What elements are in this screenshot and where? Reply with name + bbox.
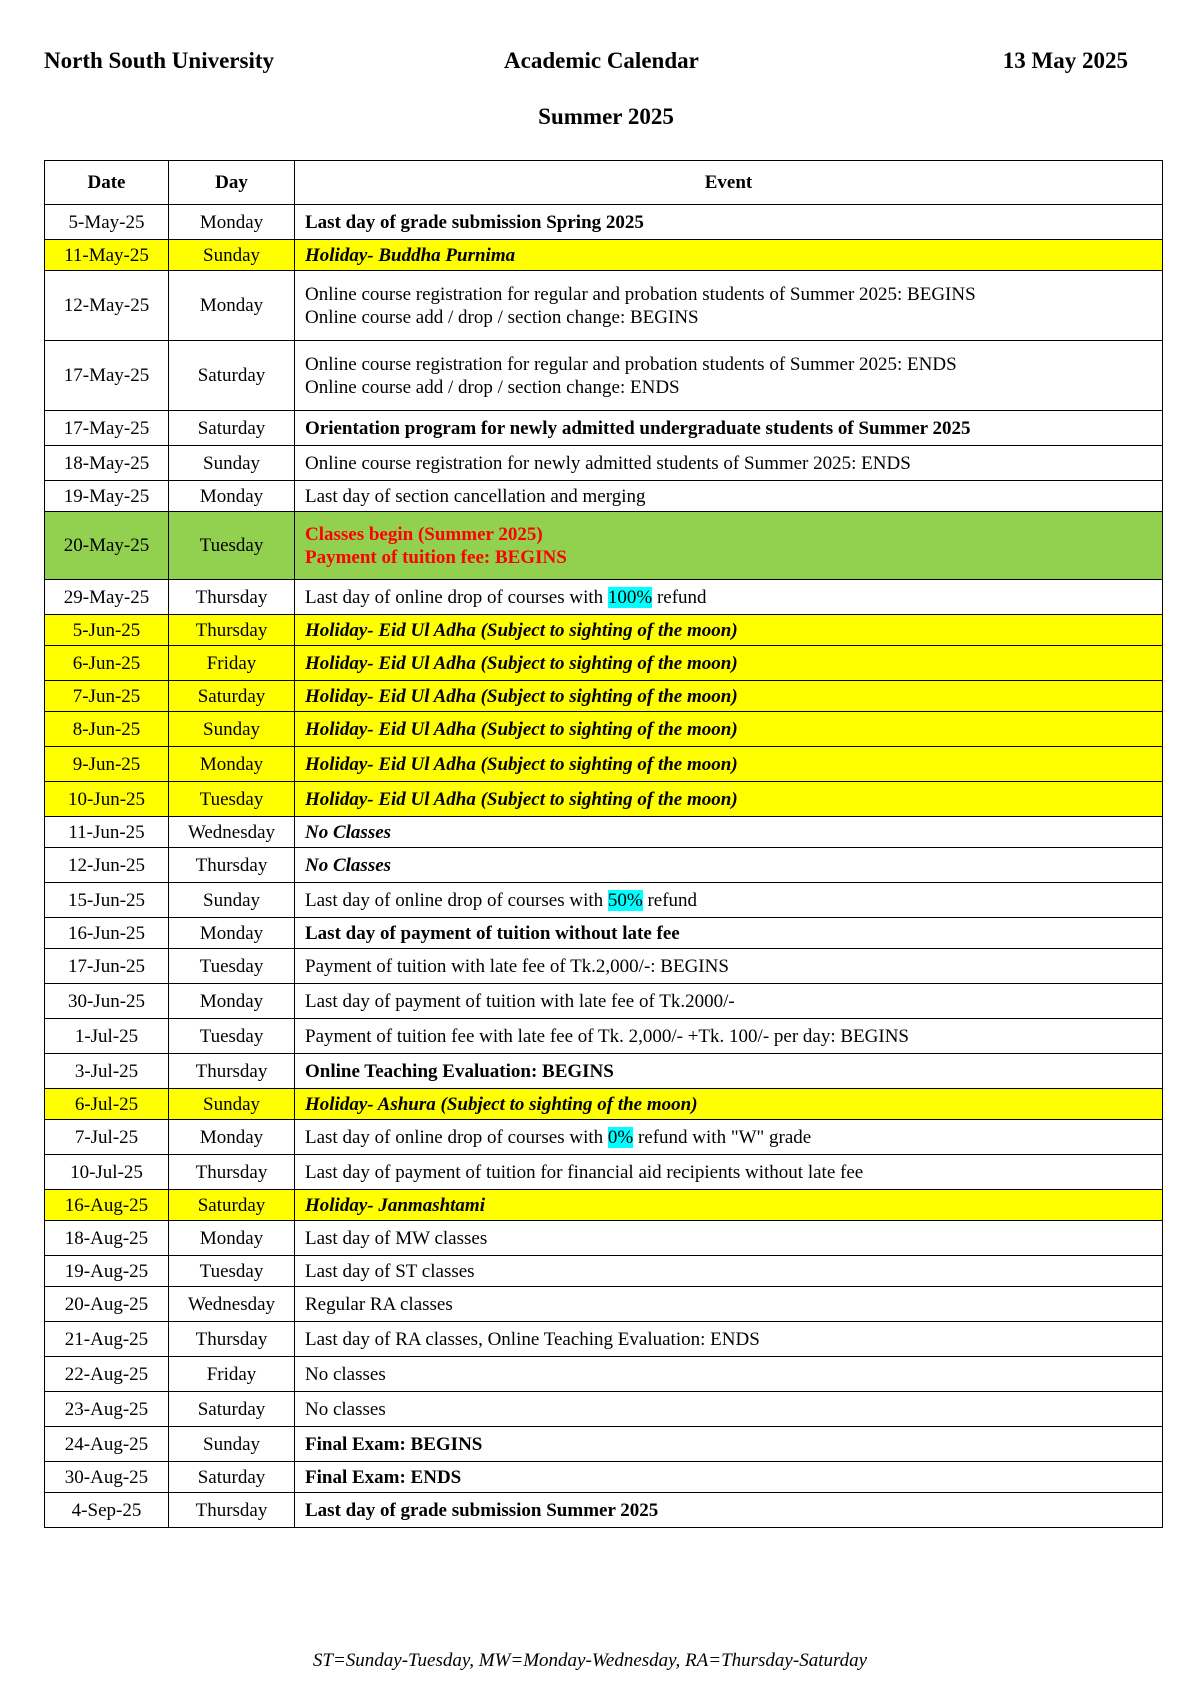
- table-row: [45, 712, 1163, 747]
- row-date: 17-Jun-25: [45, 949, 169, 984]
- refund-percent-highlight: 100%: [607, 586, 653, 608]
- event-line: Payment of tuition fee: BEGINS: [305, 546, 567, 568]
- row-date: 21-Aug-25: [45, 1322, 169, 1357]
- row-date: 6-Jun-25: [45, 646, 169, 681]
- table-row: [45, 949, 1163, 984]
- row-day: Saturday: [169, 1392, 295, 1427]
- row-event: Holiday- Eid Ul Adha (Subject to sighting of the moon): [295, 681, 1163, 712]
- row-date: 1-Jul-25: [45, 1019, 169, 1054]
- table-row: [45, 446, 1163, 481]
- row-event: No Classes: [295, 848, 1163, 883]
- document-date: 13 May 2025: [1002, 48, 1128, 73]
- table-row: [45, 817, 1163, 848]
- table-row: [45, 1256, 1163, 1287]
- table-row: [45, 1392, 1163, 1427]
- table-row: [45, 341, 1163, 411]
- row-day: Monday: [169, 918, 295, 949]
- table-row: [45, 580, 1163, 615]
- row-event: [295, 271, 1163, 341]
- row-day: Thursday: [169, 848, 295, 883]
- row-date: 9-Jun-25: [45, 747, 169, 782]
- row-date: 3-Jul-25: [45, 1054, 169, 1089]
- table-row: [45, 411, 1163, 446]
- row-date: 16-Aug-25: [45, 1190, 169, 1221]
- row-day: Tuesday: [169, 782, 295, 817]
- table-row: [45, 1089, 1163, 1120]
- row-event: Last day of RA classes, Online Teaching Evaluation: ENDS: [295, 1322, 1163, 1357]
- row-event: Last day of payment of tuition for financial aid recipients without late fee: [295, 1155, 1163, 1190]
- row-event: Last day of payment of tuition with late fee of Tk.2000/-: [295, 984, 1163, 1019]
- row-day: Thursday: [169, 580, 295, 615]
- row-day: Tuesday: [169, 1019, 295, 1054]
- row-date: 12-May-25: [45, 271, 169, 341]
- row-date: 7-Jul-25: [45, 1120, 169, 1155]
- row-day: Tuesday: [169, 512, 295, 580]
- row-day: Monday: [169, 747, 295, 782]
- column-header-event: Event: [295, 161, 1163, 205]
- table-row: [45, 1462, 1163, 1493]
- row-event: Last day of section cancellation and merging: [295, 481, 1163, 512]
- row-date: 19-Aug-25: [45, 1256, 169, 1287]
- row-day: Sunday: [169, 883, 295, 918]
- row-day: Saturday: [169, 341, 295, 411]
- event-line: Online course add / drop / section change: BEGINS: [305, 306, 699, 328]
- event-line: Online course registration for regular and probation students of Summer 2025: BEGINS: [305, 283, 976, 305]
- event-line: Online course registration for regular and probation students of Summer 2025: ENDS: [305, 353, 957, 375]
- row-event: Holiday- Buddha Purnima: [295, 240, 1163, 271]
- term-title: Summer 2025: [538, 104, 674, 129]
- row-date: 20-May-25: [45, 512, 169, 580]
- row-date: 17-May-25: [45, 341, 169, 411]
- row-day: Thursday: [169, 1493, 295, 1528]
- row-date: 24-Aug-25: [45, 1427, 169, 1462]
- table-row: [45, 481, 1163, 512]
- row-date: 11-May-25: [45, 240, 169, 271]
- row-date: 12-Jun-25: [45, 848, 169, 883]
- table-row: [45, 681, 1163, 712]
- row-event: Last day of payment of tuition without late fee: [295, 918, 1163, 949]
- row-day: Tuesday: [169, 949, 295, 984]
- row-event: [295, 1120, 1163, 1155]
- row-day: Thursday: [169, 1322, 295, 1357]
- row-day: Monday: [169, 481, 295, 512]
- row-date: 4-Sep-25: [45, 1493, 169, 1528]
- row-event: Regular RA classes: [295, 1287, 1163, 1322]
- row-event: Payment of tuition with late fee of Tk.2,000/-: BEGINS: [295, 949, 1163, 984]
- calendar-table: [44, 160, 1163, 1528]
- row-day: Thursday: [169, 1054, 295, 1089]
- row-event: Last day of grade submission Summer 2025: [295, 1493, 1163, 1528]
- table-row: [45, 1322, 1163, 1357]
- table-row: [45, 512, 1163, 580]
- column-header-date: Date: [45, 161, 169, 205]
- row-event: Holiday- Eid Ul Adha (Subject to sighting of the moon): [295, 747, 1163, 782]
- schedule-abbreviations-footnote: ST=Sunday-Tuesday, MW=Monday-Wednesday, RA=Thursday-Saturday: [312, 1650, 868, 1671]
- row-event: [295, 883, 1163, 918]
- row-event: Orientation program for newly admitted undergraduate students of Summer 2025: [295, 411, 1163, 446]
- row-event: Payment of tuition fee with late fee of Tk. 2,000/- +Tk. 100/- per day: BEGINS: [295, 1019, 1163, 1054]
- document-header: [44, 48, 1128, 84]
- table-row: [45, 646, 1163, 681]
- table-row: [45, 1427, 1163, 1462]
- table-row: [45, 1054, 1163, 1089]
- table-row: [45, 615, 1163, 646]
- row-day: Tuesday: [169, 1256, 295, 1287]
- table-row: [45, 782, 1163, 817]
- refund-percent-highlight: 50%: [607, 889, 643, 911]
- table-row: [45, 1287, 1163, 1322]
- row-day: Wednesday: [169, 1287, 295, 1322]
- row-date: 23-Aug-25: [45, 1392, 169, 1427]
- table-row: [45, 848, 1163, 883]
- row-day: Wednesday: [169, 817, 295, 848]
- row-event: Holiday- Ashura (Subject to sighting of the moon): [295, 1089, 1163, 1120]
- row-event: No Classes: [295, 817, 1163, 848]
- row-date: 19-May-25: [45, 481, 169, 512]
- row-date: 16-Jun-25: [45, 918, 169, 949]
- event-text: refund with "W" grade: [633, 1126, 812, 1148]
- row-date: 15-Jun-25: [45, 883, 169, 918]
- row-event: Last day of ST classes: [295, 1256, 1163, 1287]
- row-event: Online course registration for newly admitted students of Summer 2025: ENDS: [295, 446, 1163, 481]
- row-day: Saturday: [169, 681, 295, 712]
- row-day: Friday: [169, 646, 295, 681]
- row-day: Saturday: [169, 411, 295, 446]
- event-text: Last day of online drop of courses with: [305, 1126, 608, 1148]
- row-date: 20-Aug-25: [45, 1287, 169, 1322]
- row-date: 5-May-25: [45, 205, 169, 240]
- table-row: [45, 271, 1163, 341]
- row-day: Sunday: [169, 240, 295, 271]
- table-row: [45, 240, 1163, 271]
- row-date: 18-Aug-25: [45, 1221, 169, 1256]
- row-date: 5-Jun-25: [45, 615, 169, 646]
- event-text: Last day of online drop of courses with: [305, 889, 608, 911]
- row-date: 22-Aug-25: [45, 1357, 169, 1392]
- table-row: [45, 918, 1163, 949]
- row-event: Holiday- Eid Ul Adha (Subject to sighting of the moon): [295, 782, 1163, 817]
- row-day: Friday: [169, 1357, 295, 1392]
- row-day: Thursday: [169, 1155, 295, 1190]
- row-event: Online Teaching Evaluation: BEGINS: [295, 1054, 1163, 1089]
- event-text: Last day of online drop of courses with: [305, 586, 608, 608]
- row-event: Final Exam: ENDS: [295, 1462, 1163, 1493]
- row-event: [295, 512, 1163, 580]
- table-row: [45, 747, 1163, 782]
- row-event: Last day of MW classes: [295, 1221, 1163, 1256]
- table-row: [45, 1155, 1163, 1190]
- table-row: [45, 1120, 1163, 1155]
- row-date: 6-Jul-25: [45, 1089, 169, 1120]
- row-date: 17-May-25: [45, 411, 169, 446]
- row-event: [295, 341, 1163, 411]
- row-event: No classes: [295, 1357, 1163, 1392]
- row-date: 29-May-25: [45, 580, 169, 615]
- row-date: 30-Aug-25: [45, 1462, 169, 1493]
- row-date: 10-Jul-25: [45, 1155, 169, 1190]
- row-day: Thursday: [169, 615, 295, 646]
- row-date: 7-Jun-25: [45, 681, 169, 712]
- refund-percent-highlight: 0%: [607, 1126, 634, 1148]
- table-row: [45, 1493, 1163, 1528]
- row-event: Holiday- Eid Ul Adha (Subject to sighting of the moon): [295, 712, 1163, 747]
- row-date: 30-Jun-25: [45, 984, 169, 1019]
- table-row: [45, 883, 1163, 918]
- column-header-day: Day: [169, 161, 295, 205]
- table-header-row: [45, 161, 1163, 205]
- document-title: Academic Calendar: [504, 48, 699, 73]
- table-row: [45, 205, 1163, 240]
- row-day: Saturday: [169, 1190, 295, 1221]
- row-event: Last day of grade submission Spring 2025: [295, 205, 1163, 240]
- row-date: 8-Jun-25: [45, 712, 169, 747]
- row-event: Final Exam: BEGINS: [295, 1427, 1163, 1462]
- university-name: North South University: [44, 48, 275, 73]
- row-day: Sunday: [169, 1089, 295, 1120]
- row-date: 10-Jun-25: [45, 782, 169, 817]
- row-event: Holiday- Eid Ul Adha (Subject to sighting of the moon): [295, 646, 1163, 681]
- row-event: Holiday- Janmashtami: [295, 1190, 1163, 1221]
- row-event: Holiday- Eid Ul Adha (Subject to sighting of the moon): [295, 615, 1163, 646]
- row-day: Monday: [169, 984, 295, 1019]
- event-line: Online course add / drop / section change: ENDS: [305, 376, 680, 398]
- table-row: [45, 1190, 1163, 1221]
- event-line: Classes begin (Summer 2025): [305, 523, 543, 545]
- row-day: Monday: [169, 271, 295, 341]
- row-day: Monday: [169, 1221, 295, 1256]
- row-day: Sunday: [169, 446, 295, 481]
- event-text: refund: [642, 889, 698, 911]
- row-day: Monday: [169, 205, 295, 240]
- table-row: [45, 1221, 1163, 1256]
- row-date: 11-Jun-25: [45, 817, 169, 848]
- row-event: [295, 580, 1163, 615]
- row-day: Saturday: [169, 1462, 295, 1493]
- row-date: 18-May-25: [45, 446, 169, 481]
- row-day: Sunday: [169, 1427, 295, 1462]
- event-text: refund: [652, 586, 707, 608]
- table-row: [45, 984, 1163, 1019]
- row-day: Sunday: [169, 712, 295, 747]
- row-event: No classes: [295, 1392, 1163, 1427]
- row-day: Monday: [169, 1120, 295, 1155]
- table-row: [45, 1019, 1163, 1054]
- table-row: [45, 1357, 1163, 1392]
